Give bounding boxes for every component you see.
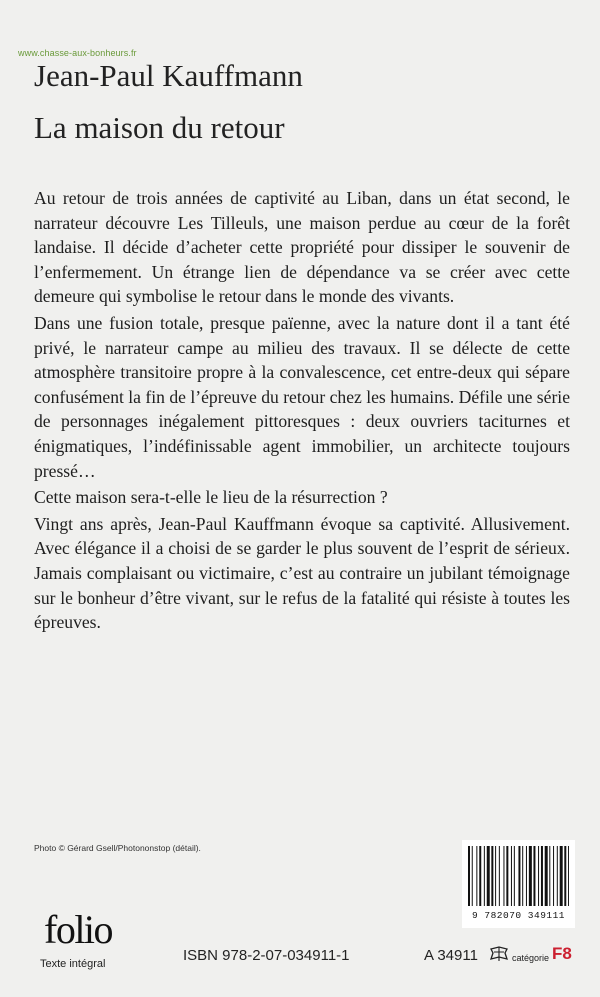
texte-integral-label: Texte intégral	[40, 958, 106, 970]
categorie-label: catégorie	[512, 953, 550, 963]
photo-credit: Photo © Gérard Gsell/Photononstop (détail).	[34, 843, 201, 853]
folio-logo: folio	[44, 907, 113, 952]
author-name: Jean-Paul Kauffmann	[34, 58, 303, 93]
barcode	[462, 840, 575, 928]
blurb-paragraph: Vingt ans après, Jean-Paul Kauffmann évoque sa captivité. Allusivement. Avec élégance il a choisi de se garder le plus souvent de l’esprit de sérieux. Jamais complaisant ou victimaire, c’est au contraire un jubilant témoignage sur le bonheur d’être vivant, sur le refus de la fatalité qui résiste à toutes les épreuves.	[34, 513, 570, 633]
book-title: La maison du retour	[34, 110, 285, 145]
back-cover-blurb	[34, 186, 570, 637]
isbn-number: ISBN 978-2-07-034911-1	[183, 947, 350, 964]
barcode-digits: 9 782070 349111	[471, 910, 565, 921]
blurb-paragraph: Cette maison sera-t-elle le lieu de la résurrection ?	[34, 487, 388, 508]
publisher-emblem-icon	[489, 945, 509, 963]
blurb-paragraph: Dans une fusion totale, presque païenne, avec la nature dont il a tant été privé, le narrateur campe au milieu des travaux. Il se délecte de cette atmosphère transitoire propre à la convalescence, cet entre-deux qui sépare confusément la fin de l’épreuve du retour chez les humains. Défile une série de personnages inégalement pittoresques : deux ouvriers taciturnes et énigmatiques, l’indéfinissable agent immobilier, un architecte toujours pressé…	[34, 312, 570, 481]
blurb-paragraph: Au retour de trois années de captivité au Liban, dans un état second, le narrateur découvre Les Tilleuls, une maison perdue au cœur de la forêt landaise. Il décide d’acheter cette propriété pour dissiper le souvenir de l’enfermement. Un étrange lien de dépendance va se créer avec cette demeure qui symbolise le retour dans le monde des vivants.	[34, 188, 570, 307]
catalog-code: A 34911	[424, 947, 478, 964]
barcode-bars	[468, 846, 569, 906]
watermark-url: www.chasse-aux-bonheurs.fr	[18, 48, 137, 58]
categorie-value: F8	[552, 944, 572, 963]
